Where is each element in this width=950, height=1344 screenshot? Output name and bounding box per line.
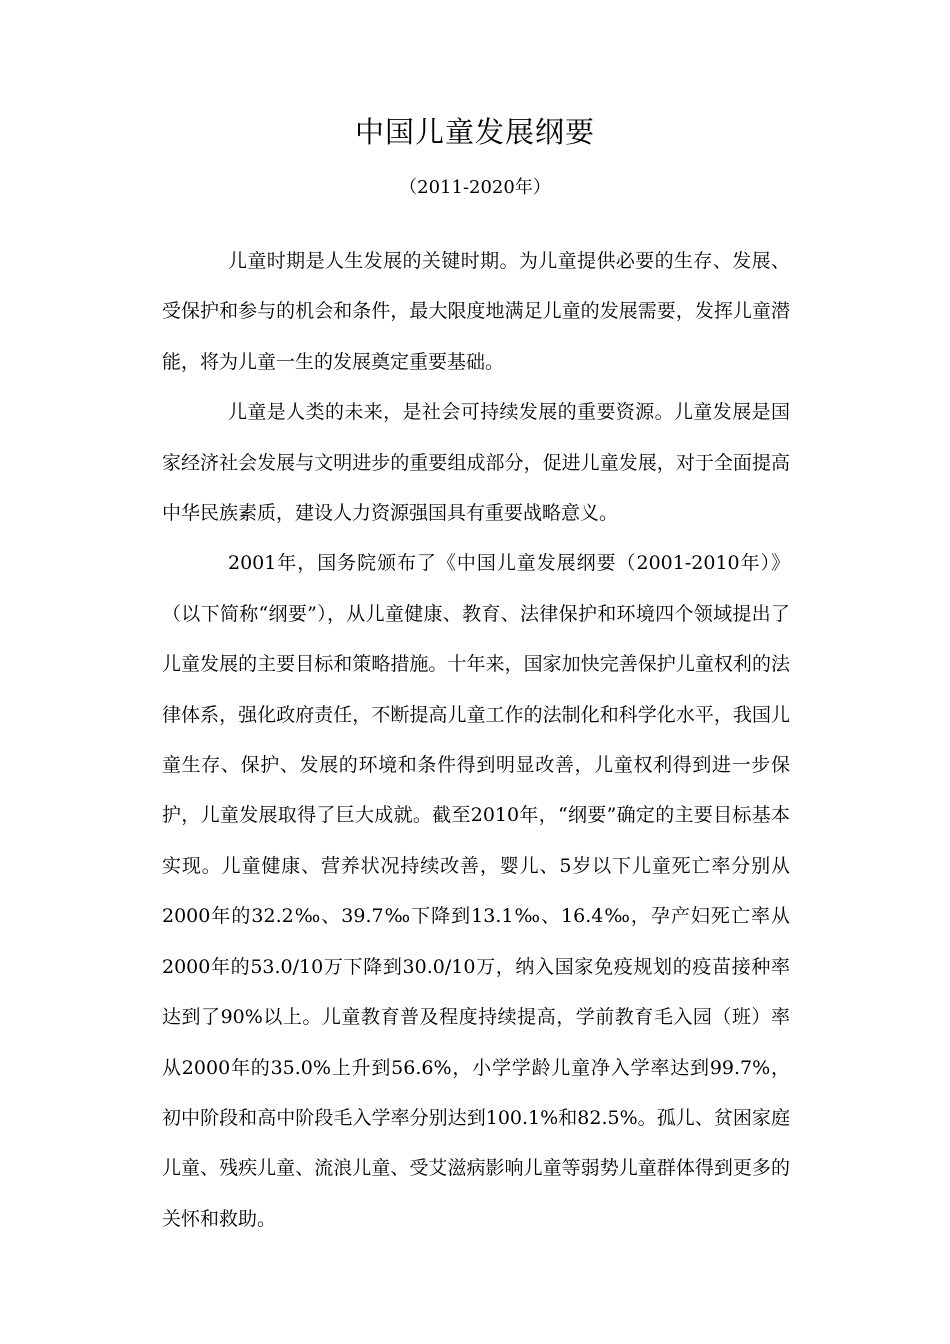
paragraph: 儿童时期是人生发展的关键时期。为儿童提供必要的生存、发展、受保护和参与的机会和条件，最大限度地满足儿童的发展需要，发挥儿童潜能，将为儿童一生的发展奠定重要基础。 [162, 250, 790, 373]
document-title: 中国儿童发展纲要 [354, 115, 595, 149]
document-subtitle: （2011-2020年） [399, 177, 551, 198]
paragraph: 2001年，国务院颁布了《中国儿童发展纲要（2001-2010年）》（以下简称“纲要”），从儿童健康、教育、法律保护和环境四个领域提出了儿童发展的主要目标和策略措施。十年来，国家加快完善保护儿童权利的法律体系，强化政府责任，不断提高儿童工作的法制化和科学化水平，我国儿童生存、保护、发展的环境和条件得到明显改善，儿童权利得到进一步保护，儿童发展取得了巨大成就。截至2010年，“纲要”确定的主要目标基本实现。儿童健康、营养状况持续改善，婴儿、5岁以下儿童死亡率分别从2000年的32.2‰、39.7‰下降到13.1‰、16.4‰，孕产妇死亡率从2000年的53.0/10万下降到30.0/10万，纳入国家免疫规划的疫苗接种率达到了90%以上。儿童教育普及程度持续提高，学前教育毛入园（班）率从2000年的35.0%上升到56.6%，小学学龄儿童净入学率达到99.7%，初中阶段和高中阶段毛入学率分别达到100.1%和82.5%。孤儿、贫困家庭儿童、残疾儿童、流浪儿童、受艾滋病影响儿童等弱势儿童群体得到更多的关怀和救助。 [162, 552, 790, 1230]
paragraph: 儿童是人类的未来，是社会可持续发展的重要资源。儿童发展是国家经济社会发展与文明进步的重要组成部分，促进儿童发展，对于全面提高中华民族素质，建设人力资源强国具有重要战略意义。 [162, 401, 790, 525]
document-body [162, 236, 790, 1244]
